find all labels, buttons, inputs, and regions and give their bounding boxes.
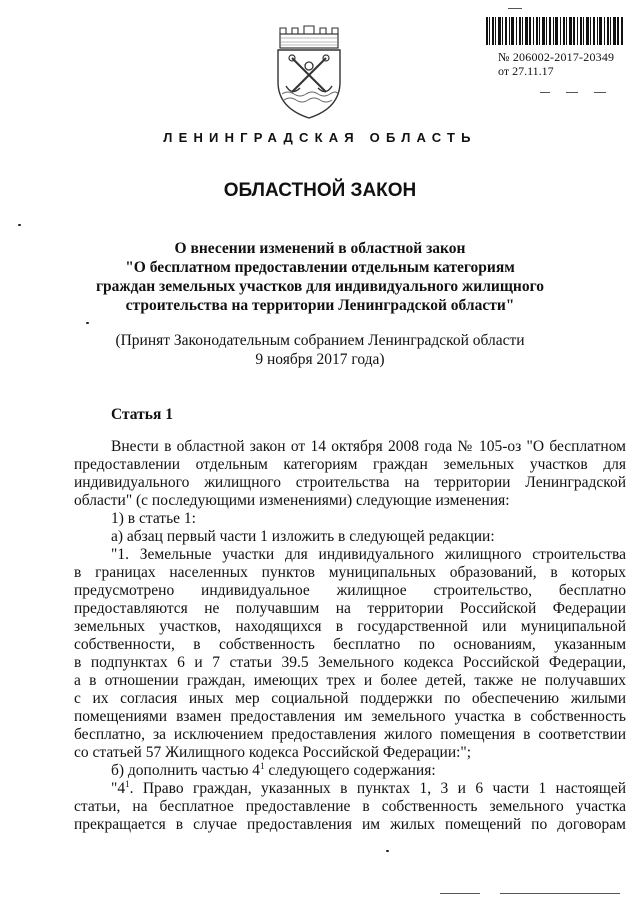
body-text-line: в подпунктах 6 и 7 статьи 39.5 Земельного кодекса Российской Федерации,: [74, 654, 626, 671]
body-text-line: с их согласия иных мер социальной поддержки по обеспечению жилыми: [74, 690, 626, 707]
body-text-line: помещениями взамен предоставления им земельного участка в собственность: [74, 708, 626, 725]
document-type-heading: ОБЛАСТНОЙ ЗАКОН: [223, 180, 417, 201]
scan-speck: [18, 224, 21, 226]
adoption-note-line: 9 ноября 2017 года): [255, 351, 385, 368]
body-text-line: предоставлении отдельным категориям граждан земельных участков для: [74, 456, 626, 473]
scan-mark: [500, 893, 620, 894]
adoption-note-line: (Принят Законодательным собранием Ленинградской области: [115, 332, 525, 349]
body-text-line: земельных участков, находящихся в государственной или муниципальной: [74, 618, 626, 635]
scan-mark: [508, 8, 522, 9]
scan-mark: [566, 92, 578, 93]
body-text-line: бесплатно, за исключением предоставления жилого помещения в соответствии: [74, 726, 626, 743]
body-text-line: "1. Земельные участки для индивидуального жилищного строительства: [111, 546, 626, 563]
body-text-line: Внести в областной закон от 14 октября 2008 года № 105-оз "О бесплатном: [111, 438, 626, 455]
body-text-line: прекращается в случае предоставления им жилых помещений по договорам: [74, 816, 626, 833]
scan-mark: [440, 893, 480, 894]
text-run: "4: [111, 780, 126, 797]
scan-mark: [540, 92, 550, 93]
body-text-line: [111, 780, 626, 798]
text-run: б) дополнить частью 4: [111, 762, 261, 779]
text-run: следующего содержания:: [264, 762, 436, 779]
scan-speck: [86, 322, 89, 324]
superscript: 1: [125, 778, 130, 789]
body-text-line: а) абзац первый части 1 изложить в следующей редакции:: [111, 528, 495, 545]
registration-number: № 206002-2017-20349: [498, 50, 615, 64]
body-text-line: 1) в статье 1:: [111, 510, 196, 527]
body-text-line: статьи, на бесплатное предоставление в собственность земельного участка: [74, 798, 626, 815]
law-title-line: граждан земельных участков для индивидуального жилищного: [95, 278, 545, 295]
region-name: ЛЕНИНГРАДСКАЯ ОБЛАСТЬ: [163, 130, 477, 145]
scan-mark: [594, 92, 606, 93]
body-text-line: в границах населенных пунктов муниципальных образований, в которых: [74, 564, 626, 581]
body-text-line: области" (с последующими изменениями) следующие изменения:: [74, 492, 510, 509]
body-text-line: предоставляются не получавшим на территории Российской Федерации: [74, 600, 626, 617]
barcode: [486, 17, 624, 49]
law-title-line: строительства на территории Ленинградской области": [125, 297, 515, 314]
body-text-line: собственности, в собственность бесплатно по основаниям, указанным: [74, 636, 626, 653]
law-title-line: "О бесплатном предоставлении отдельным категориям: [125, 259, 515, 276]
registration-date: от 27.11.17: [498, 64, 554, 78]
superscript: 1: [260, 760, 265, 771]
body-text-line: индивидуального жилищного строительства на территории Ленинградской: [74, 474, 626, 491]
body-text-line: [111, 762, 626, 780]
article-heading: Статья 1: [111, 406, 173, 423]
body-text-line: а в отношении граждан, имеющих трех и более детей, также не получавших: [74, 672, 626, 689]
scan-speck: [386, 850, 389, 852]
body-text-line: со статьей 57 Жилищного кодекса Российской Федерации:";: [74, 744, 472, 761]
body-text-line: предусмотрено индивидуальное жилищное строительство, бесплатно: [74, 582, 626, 599]
law-title-line: О внесении изменений в областной закон: [174, 240, 466, 257]
text-run: . Право граждан, указанных в пунктах 1, 3 и 6 части 1 настоящей: [129, 780, 626, 797]
coat-of-arms-emblem: [272, 22, 346, 120]
